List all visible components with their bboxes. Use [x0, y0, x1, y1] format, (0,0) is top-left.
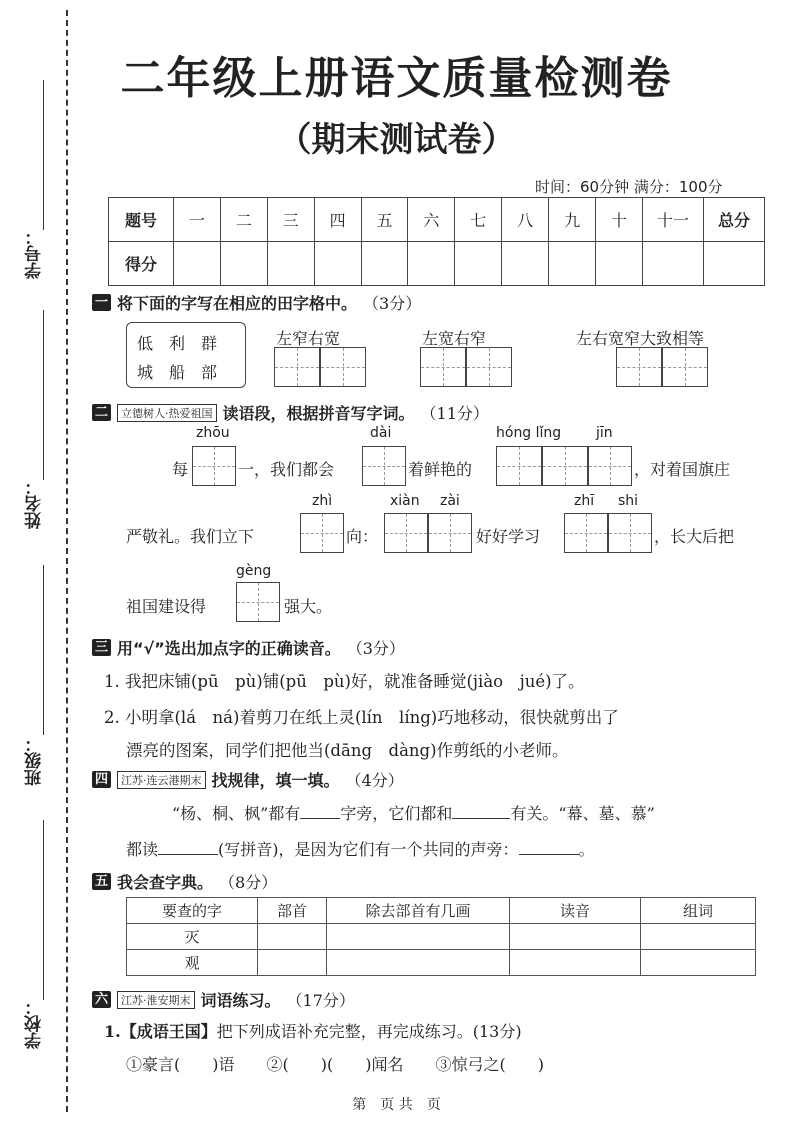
fill-line-2 — [126, 837, 595, 860]
page-subtitle: （期末测试卷） — [277, 120, 516, 160]
fill-blank[interactable] — [519, 854, 579, 855]
pinyin: zài — [440, 493, 460, 509]
score-cell[interactable] — [174, 242, 221, 286]
score-cell[interactable] — [220, 242, 267, 286]
score-header-cell: 十一 — [643, 198, 704, 242]
passage-text: 严敬礼。我们立下 — [126, 527, 255, 546]
section-4-tag: 江苏·连云港期末 — [117, 771, 206, 789]
name-label: 姓名： — [25, 478, 45, 529]
q6-1-text: 把下列成语补充完整，再完成练习。(13分) — [216, 1022, 522, 1041]
dict-cell[interactable] — [510, 950, 641, 976]
school-line — [43, 820, 44, 1000]
score-header-cell: 六 — [408, 198, 455, 242]
tianzige-box[interactable] — [662, 347, 708, 387]
section-2-title — [92, 401, 489, 424]
pinyin: zhōu — [196, 425, 230, 441]
binding-dashed-line — [66, 10, 68, 1112]
passage-text: 着鲜艳的 — [408, 460, 473, 479]
section-1-points: （3分） — [363, 294, 422, 313]
tianzige-box[interactable] — [588, 446, 632, 486]
dict-cell[interactable] — [258, 950, 327, 976]
fill-blank[interactable] — [452, 818, 510, 819]
passage-text: 强大。 — [284, 597, 333, 616]
pinyin: zhì — [312, 493, 333, 509]
section-6-points: （17分） — [286, 991, 355, 1010]
section-3-title — [92, 636, 405, 659]
fill-text: (写拼音)，是因为它们有一个共同的声旁： — [218, 840, 519, 859]
passage-text: 一，我们都会 — [238, 460, 335, 479]
section-3-points: （3分） — [346, 639, 405, 658]
score-header-cell: 二 — [220, 198, 267, 242]
dict-char: 灭 — [127, 924, 258, 950]
score-header-cell: 九 — [549, 198, 596, 242]
tianzige-box[interactable] — [466, 347, 512, 387]
score-header-cell: 三 — [267, 198, 314, 242]
group-2-label: 左宽右窄 — [422, 329, 487, 348]
question-3-1: 1. 我把床铺(pū pù)铺(pū pù)好，就准备睡觉(jiào jué)了。 — [104, 672, 585, 691]
score-cell[interactable] — [596, 242, 643, 286]
dict-cell[interactable] — [641, 950, 756, 976]
pinyin: zhī — [574, 493, 595, 509]
dict-header: 读音 — [510, 898, 641, 924]
dict-row — [127, 924, 756, 950]
score-header-cell: 五 — [361, 198, 408, 242]
page-title: 二年级上册语文质量检测卷 — [120, 53, 673, 104]
question-3-2-cont: 漂亮的图案，同学们把他当(dāng dàng)作剪纸的小老师。 — [126, 741, 569, 760]
tianzige-box[interactable] — [384, 513, 428, 553]
section-4-points: （4分） — [345, 771, 404, 790]
class-line — [43, 565, 44, 735]
score-header-cell: 七 — [455, 198, 502, 242]
score-header-cell: 八 — [502, 198, 549, 242]
section-3-number: 三 — [92, 639, 111, 656]
score-cell[interactable] — [408, 242, 455, 286]
dict-cell[interactable] — [641, 924, 756, 950]
tianzige-box[interactable] — [320, 347, 366, 387]
passage-text: ，长大后把 — [654, 527, 735, 546]
pinyin: xiàn — [390, 493, 420, 509]
dict-row — [127, 950, 756, 976]
section-5-points: （8分） — [219, 873, 278, 892]
group-3-label: 左右宽窄大致相等 — [576, 329, 705, 348]
tianzige-box[interactable] — [420, 347, 466, 387]
school-label: 学校： — [25, 998, 45, 1049]
idiom-items: ①豪言( )语 ②( )( )闻名 ③惊弓之( ) — [126, 1055, 544, 1074]
time-info: 时间：60分钟 满分：100分 — [535, 178, 723, 196]
passage-text: 好好学习 — [476, 527, 541, 546]
section-5-title — [92, 870, 277, 893]
passage-text: 向： — [346, 527, 379, 546]
pinyin: jīn — [596, 425, 613, 441]
dict-header: 要查的字 — [127, 898, 258, 924]
score-header-cell: 题号 — [109, 198, 174, 242]
group-1-label: 左窄右宽 — [276, 329, 341, 348]
section-5-number: 五 — [92, 873, 111, 890]
page-footer: 第 页 共 页 — [352, 1097, 441, 1113]
section-2-points: （11分） — [420, 404, 489, 423]
dict-header: 组词 — [641, 898, 756, 924]
section-3-text: 用“√”选出加点字的正确读音。 — [117, 639, 341, 658]
tianzige-box[interactable] — [428, 513, 472, 553]
section-1-number: 一 — [92, 294, 111, 311]
question-6-1 — [104, 1019, 522, 1042]
char-row-1: 低 利 群 — [137, 334, 218, 353]
score-header-row — [109, 198, 765, 242]
score-header-cell: 十 — [596, 198, 643, 242]
tianzige-box[interactable] — [608, 513, 652, 553]
score-cell[interactable] — [549, 242, 596, 286]
score-table — [108, 197, 765, 286]
section-4-text: 找规律，填一填。 — [211, 771, 340, 790]
char-box — [126, 322, 246, 388]
score-cell[interactable] — [502, 242, 549, 286]
dict-header: 除去部首有几画 — [327, 898, 510, 924]
question-3-2: 2. 小明拿(lá ná)着剪刀在纸上灵(lín líng)巧地移动，很快就剪出了 — [104, 708, 619, 727]
section-1-text: 将下面的字写在相应的田字格中。 — [117, 294, 358, 313]
dict-cell[interactable] — [327, 950, 510, 976]
tianzige-box[interactable] — [362, 446, 406, 486]
char-row-2: 城 船 部 — [137, 363, 218, 382]
section-6-tag: 江苏·淮安期末 — [117, 991, 195, 1009]
section-2-tag: 立德树人·热爱祖国 — [117, 404, 217, 422]
pinyin: gèng — [236, 563, 272, 579]
section-2-text: 读语段，根据拼音写字词。 — [222, 404, 415, 423]
score-cell[interactable] — [267, 242, 314, 286]
score-value-row — [109, 242, 765, 286]
score-header-cell: 总分 — [704, 198, 765, 242]
dict-cell[interactable] — [327, 924, 510, 950]
section-5-text: 我会查字典。 — [117, 873, 214, 892]
score-cell[interactable] — [314, 242, 361, 286]
dictionary-table — [126, 897, 756, 976]
passage-text: 祖国建设得 — [126, 597, 207, 616]
tianzige-box[interactable] — [300, 513, 344, 553]
dict-cell[interactable] — [258, 924, 327, 950]
passage-text: 每 — [172, 460, 189, 479]
tianzige-box[interactable] — [192, 446, 236, 486]
pinyin: shi — [618, 493, 639, 509]
tianzige-box[interactable] — [542, 446, 588, 486]
dict-char: 观 — [127, 950, 258, 976]
section-4-number: 四 — [92, 771, 111, 788]
section-4-title — [92, 768, 404, 791]
tianzige-box[interactable] — [564, 513, 608, 553]
fill-blank[interactable] — [300, 818, 340, 819]
dict-header-row — [127, 898, 756, 924]
class-label: 班级： — [25, 735, 45, 786]
pinyin: hóng lǐng — [496, 425, 562, 441]
q6-1-label: 1.【成语王国】 — [104, 1022, 217, 1041]
passage-text: ，对着国旗庄 — [634, 460, 731, 479]
pinyin: dài — [370, 425, 392, 441]
fill-text: 字旁，它们都和 — [340, 804, 453, 823]
score-row-label: 得分 — [109, 242, 174, 286]
tianzige-box[interactable] — [236, 582, 280, 622]
dict-header: 部首 — [258, 898, 327, 924]
section-6-title — [92, 988, 355, 1011]
student-id-label: 学号： — [25, 228, 45, 279]
name-line — [43, 310, 44, 480]
score-cell[interactable] — [455, 242, 502, 286]
score-header-cell: 四 — [314, 198, 361, 242]
score-header-cell: 一 — [174, 198, 221, 242]
section-1-title — [92, 291, 421, 314]
fill-text: “杨、桐、枫”都有 — [172, 804, 301, 823]
fill-text: 都读 — [126, 840, 159, 859]
fill-line-1 — [172, 801, 655, 824]
fill-text: 。 — [578, 840, 595, 859]
dict-cell[interactable] — [510, 924, 641, 950]
section-6-text: 词语练习。 — [200, 991, 281, 1010]
tianzige-box[interactable] — [496, 446, 542, 486]
fill-blank[interactable] — [158, 854, 218, 855]
fill-text: 有关。“幕、墓、慕” — [510, 804, 655, 823]
section-2-number: 二 — [92, 404, 111, 421]
tianzige-box[interactable] — [274, 347, 320, 387]
score-cell[interactable] — [361, 242, 408, 286]
score-cell[interactable] — [704, 242, 765, 286]
score-cell[interactable] — [643, 242, 704, 286]
section-6-number: 六 — [92, 991, 111, 1008]
tianzige-box[interactable] — [616, 347, 662, 387]
